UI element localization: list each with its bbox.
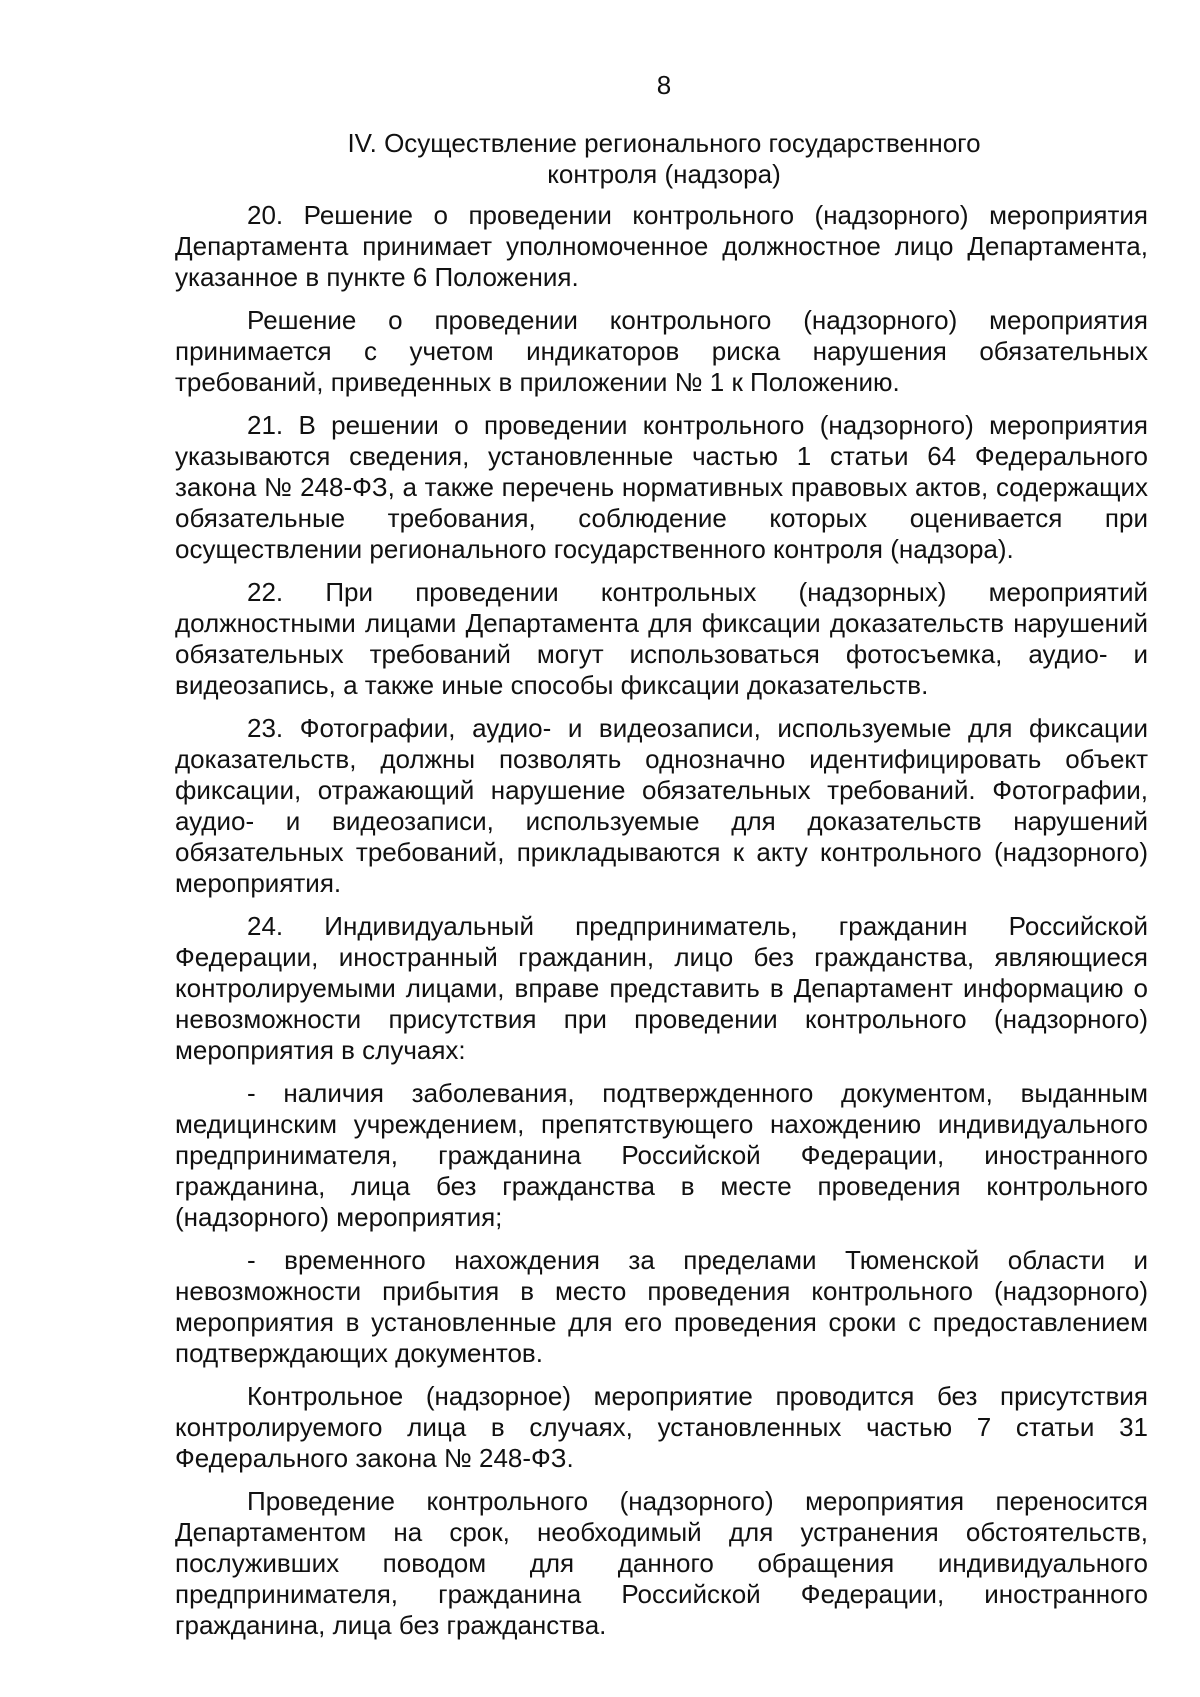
paragraph-20: 20. Решение о проведении контрольного (надзорного) мероприятия Департамента принимает уполномоченное должностное лицо Департамента, указанное в пункте 6 Положения.	[175, 200, 1148, 292]
paragraph-23: 23. Фотографии, аудио- и видеозаписи, используемые для фиксации доказательств, должны позволять однозначно идентифицировать объект фиксации, отражающий нарушение обязательных требований. Фотографии, аудио- и видеозаписи, используемые для доказательств нарушений обязательных требований, прикладываются к акту контрольного (надзорного) мероприятия.	[175, 713, 1148, 898]
paragraph-21: 21. В решении о проведении контрольного (надзорного) мероприятия указываются сведения, установленные частью 1 статьи 64 Федерального закона № 248-ФЗ, а также перечень нормативных правовых актов, содержащих обязательные требования, соблюдение которых оценивается при осуществлении регионального государственного контроля (надзора).	[175, 410, 1148, 564]
section-heading-line-2: контроля (надзора)	[547, 159, 781, 189]
section-heading	[0, 128, 1200, 190]
list-item-illness: - наличия заболевания, подтвержденного документом, выданным медицинским учреждением, препятствующего нахождению индивидуального предпринимателя, гражданина Российской Федерации, иностранного гражданина, лица без гражданства в месте проведения контрольного (надзорного) мероприятия;	[175, 1078, 1148, 1232]
page-number: 8	[656, 70, 672, 100]
paragraph-24: 24. Индивидуальный предприниматель, гражданин Российской Федерации, иностранный гражданин, лицо без гражданства, являющиеся контролируемыми лицами, вправе представить в Департамент информацию о невозможности присутствия при проведении контрольного (надзорного) мероприятия в случаях:	[175, 911, 1148, 1065]
list-item-absence: - временного нахождения за пределами Тюменской области и невозможности прибытия в место проведения контрольного (надзорного) мероприятия в установленные для его проведения сроки с предоставлением подтверждающих документов.	[175, 1245, 1148, 1368]
section-heading-line-1: IV. Осуществление регионального государственного	[347, 128, 981, 158]
paragraph-22: 22. При проведении контрольных (надзорных) мероприятий должностными лицами Департамента для фиксации доказательств нарушений обязательных требований могут использоваться фотосъемка, аудио- и видеозапись, а также иные способы фиксации доказательств.	[175, 577, 1148, 700]
paragraph-postponement: Проведение контрольного (надзорного) мероприятия переносится Департаментом на срок, необходимый для устранения обстоятельств, послуживших поводом для данного обращения индивидуального предпринимателя, гражданина Российской Федерации, иностранного гражданина, лица без гражданства.	[175, 1486, 1148, 1640]
paragraph-20-decision: Решение о проведении контрольного (надзорного) мероприятия принимается с учетом индикаторов риска нарушения обязательных требований, приведенных в приложении № 1 к Положению.	[175, 305, 1148, 397]
document-body	[175, 200, 1148, 1653]
paragraph-without-presence: Контрольное (надзорное) мероприятие проводится без присутствия контролируемого лица в случаях, установленных частью 7 статьи 31 Федерального закона № 248-ФЗ.	[175, 1381, 1148, 1473]
